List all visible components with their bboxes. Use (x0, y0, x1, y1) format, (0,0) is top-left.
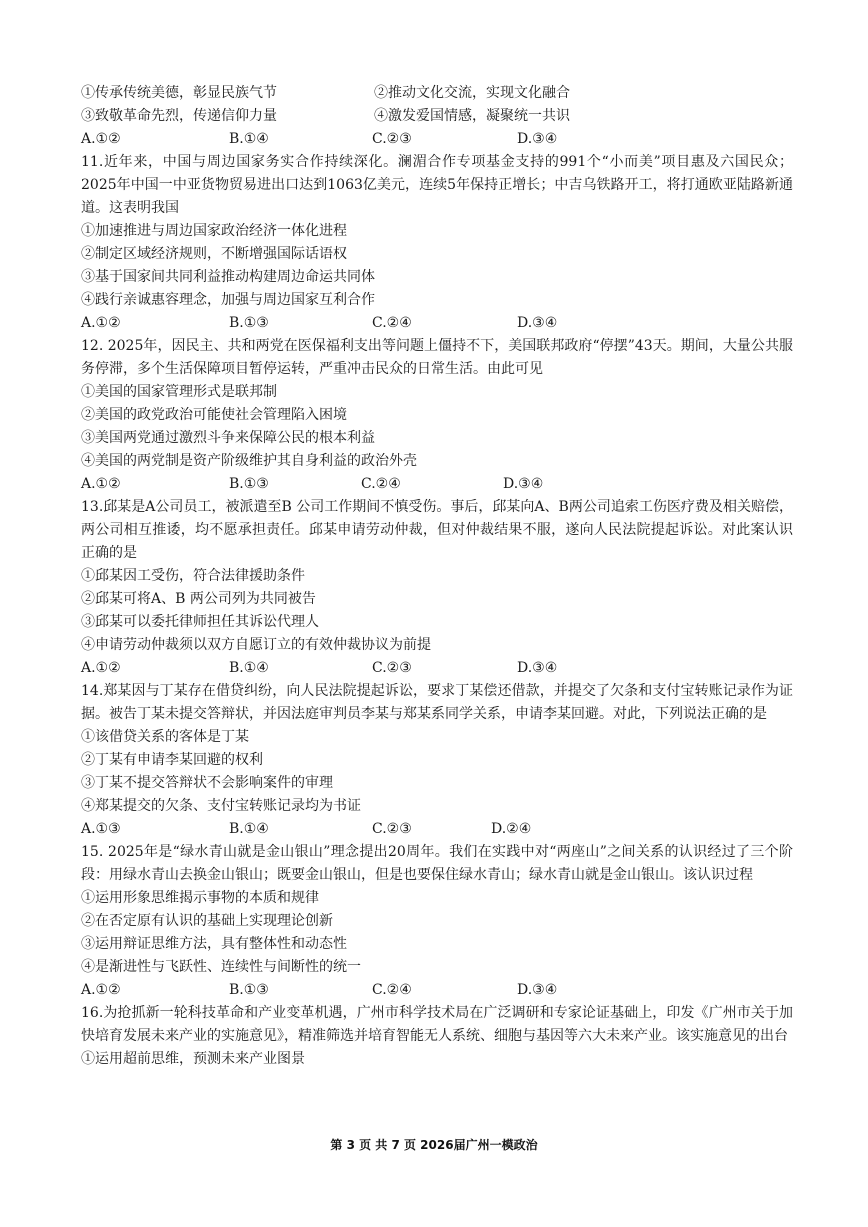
choice-d: D.②④ (491, 821, 532, 837)
q13-option-3: ③邱某可以委托律师担任其诉讼代理人 (81, 614, 319, 630)
choice-d: D.③④ (517, 315, 558, 331)
q14-stem: 14.郑某因与丁某存在借贷纠纷，向人民法院提起诉讼，要求丁某偿还借款，并提交了欠条和支付宝转账记录作为证据。被告丁某未提交答辩状，并因法庭审判员李某与郑某系同学关系，申请李某回避。对此，下列说法正确的是 (81, 683, 793, 722)
q12-stem: 12. 2025年，因民主、共和两党在医保福利支出等问题上僵持不下，美国联邦政府“停摆”43天。期间，大量公共服务停滞，多个生活保障项目暂停运转，严重冲击民众的日常生活。由此可见 (81, 338, 793, 377)
q14-option-3: ③丁某不提交答辩状不会影响案件的审理 (81, 775, 333, 791)
choice-b: B.①④ (229, 821, 269, 837)
choice-a: A.①② (81, 315, 121, 331)
q10-options-row-2 (81, 105, 793, 128)
q12-option-2: ②美国的政党政治可能使社会管理陷入困境 (81, 407, 347, 423)
q15-option-2: ②在否定原有认识的基础上实现理论创新 (81, 913, 333, 929)
choice-b: B.①③ (229, 476, 269, 492)
choice-c: C.②③ (372, 660, 412, 676)
q11-option-4: ④践行亲诚惠容理念，加强与周边国家互利合作 (81, 292, 375, 308)
q13-stem: 13.邱某是A公司员工，被派遣至B 公司工作期间不慎受伤。事后，邱某向A、B两公司追索工伤医疗费及相关赔偿，两公司相互推诿，均不愿承担责任。邱某申请劳动仲裁，但对仲裁结果不服，遂向人民法院提起诉讼。对此案认识正确的是 (81, 499, 793, 561)
choice-c: C.②④ (372, 315, 412, 331)
page-footer: 第 3 页 共 7 页 2026届广州一模政治 (330, 1138, 538, 1152)
choice-a: A.①③ (81, 821, 121, 837)
choice-a: A.①② (81, 131, 121, 147)
choice-b: B.①④ (229, 660, 269, 676)
q15-stem: 15. 2025年是“绿水青山就是金山银山”理念提出20周年。我们在实践中对“两座山”之间关系的认识经过了三个阶段：用绿水青山去换金山银山；既要金山银山，但是也要保住绿水青山；绿水青山就是金山银山。该认识过程 (81, 844, 793, 883)
choice-d: D.③④ (517, 131, 558, 147)
choice-d: D.③④ (517, 660, 558, 676)
q15-option-1: ①运用形象思维揭示事物的本质和规律 (81, 890, 319, 906)
choice-a: A.①② (81, 660, 121, 676)
q10-option-4: ④激发爱国情感，凝聚统一共识 (374, 108, 570, 124)
choice-a: A.①② (81, 476, 121, 492)
q12-option-3: ③美国两党通过激烈斗争来保障公民的根本利益 (81, 430, 375, 446)
choice-c: C.②③ (372, 131, 412, 147)
q13-option-2: ②邱某可将A、B 两公司列为共同被告 (81, 591, 316, 607)
q14-option-1: ①该借贷关系的客体是丁某 (81, 729, 249, 745)
q10-option-3: ③致敬革命先烈，传递信仰力量 (81, 108, 277, 124)
choice-a: A.①② (81, 982, 121, 998)
q14-choices (81, 818, 793, 841)
q10-option-2: ②推动文化交流，实现文化融合 (374, 85, 570, 101)
q14-option-4: ④郑某提交的欠条、支付宝转账记录均为书证 (81, 798, 361, 814)
choice-d: D.③④ (503, 476, 544, 492)
q10-option-1: ①传承传统美德，彰显民族气节 (81, 85, 277, 101)
q15-option-3: ③运用辩证思维方法，具有整体性和动态性 (81, 936, 347, 952)
q11-choices (81, 312, 793, 335)
q12-option-1: ①美国的国家管理形式是联邦制 (81, 384, 277, 400)
q16-option-1: ①运用超前思维，预测未来产业图景 (81, 1051, 305, 1067)
q15-option-4: ④是渐进性与飞跃性、连续性与间断性的统一 (81, 959, 361, 975)
q15-choices (81, 979, 793, 1002)
q13-option-4: ④申请劳动仲裁须以双方自愿订立的有效仲裁协议为前提 (81, 637, 431, 653)
q12-choices (81, 473, 793, 496)
q14-option-2: ②丁某有申请李某回避的权利 (81, 752, 263, 768)
q11-option-1: ①加速推进与周边国家政治经济一体化进程 (81, 223, 347, 239)
q13-choices (81, 657, 793, 680)
q11-option-3: ③基于国家间共同利益推动构建周边命运共同体 (81, 269, 375, 285)
choice-c: C.②③ (372, 821, 412, 837)
q16-stem: 16.为抢抓新一轮科技革命和产业变革机遇，广州市科学技术局在广泛调研和专家论证基础上，印发《广州市关于加快培育发展未来产业的实施意见》，精准筛选并培育智能无人系统、细胞与基因等六大未来产业。该实施意见的出台 (81, 1005, 793, 1044)
q10-options-row-1 (81, 82, 793, 105)
choice-c: C.②④ (361, 476, 401, 492)
choice-c: C.②④ (372, 982, 412, 998)
q13-option-1: ①邱某因工受伤，符合法律援助条件 (81, 568, 305, 584)
choice-b: B.①④ (229, 131, 269, 147)
q11-option-2: ②制定区域经济规则，不断增强国际话语权 (81, 246, 347, 262)
q10-choices (81, 128, 793, 151)
q12-option-4: ④美国的两党制是资产阶级维护其自身利益的政治外壳 (81, 453, 417, 469)
exam-page (81, 82, 793, 1071)
q11-stem: 11.近年来，中国与周边国家务实合作持续深化。澜湄合作专项基金支持的991个“小而美”项目惠及六国民众；2025年中国一中亚货物贸易进出口达到1063亿美元，连续5年保持正增长；中吉乌铁路开工，将打通欧亚陆路新通道。这表明我国 (81, 154, 793, 216)
choice-b: B.①③ (229, 982, 269, 998)
choice-d: D.③④ (517, 982, 558, 998)
choice-b: B.①③ (229, 315, 269, 331)
